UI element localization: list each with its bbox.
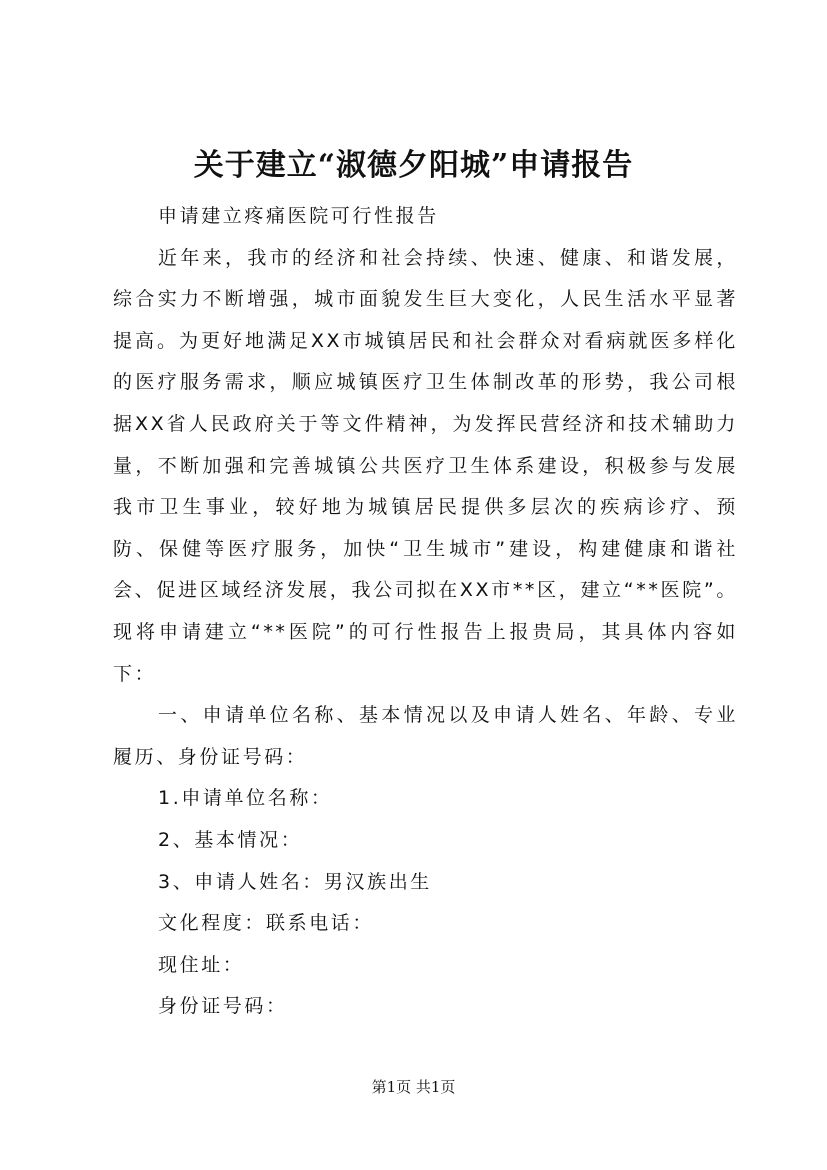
field-education-phone: 文化程度：联系电话： (158, 912, 375, 935)
list-item-unit-name: 1.申请单位名称： (158, 787, 333, 810)
field-address: 现住址： (158, 953, 245, 976)
list-item-basic-info: 2、基本情况： (158, 828, 303, 851)
document-title: 关于建立“淑德夕阳城”申请报告 (193, 148, 634, 183)
paragraph-section-one: 一、申请单位名称、基本情况以及申请人姓名、年龄、专业履历、身份证号码： (113, 704, 738, 768)
list-item-applicant-name: 3、申请人姓名：男汉族出生 (158, 870, 432, 893)
page-number-footer: 第1页 共1页 (371, 1078, 456, 1096)
document-body (113, 196, 738, 1028)
paragraph-intro: 近年来，我市的经济和社会持续、快速、健康、和谐发展，综合实力不断增强，城市面貌发生巨大变化，人民生活水平显著提高。为更好地满足XX市城镇居民和社会群众对看病就医多样化的医疗服务需求，顺应城镇医疗卫生体制改革的形势，我公司根据XX省人民政府关于等文件精神，为发挥民营经济和技术辅助力量，不断加强和完善城镇公共医疗卫生体系建设，积极参与发展我市卫生事业，较好地为城镇居民提供多层次的疾病诊疗、预防、保健等医疗服务，加快“卫生城市”建设，构建健康和谐社会、促进区域经济发展，我公司拟在XX市**区，建立“**医院”。现将申请建立“**医院”的可行性报告上报贵局，其具体内容如下： (113, 246, 738, 685)
document-subtitle: 申请建立疼痛医院可行性报告 (158, 205, 439, 227)
field-id-number: 身份证号码： (158, 995, 288, 1018)
